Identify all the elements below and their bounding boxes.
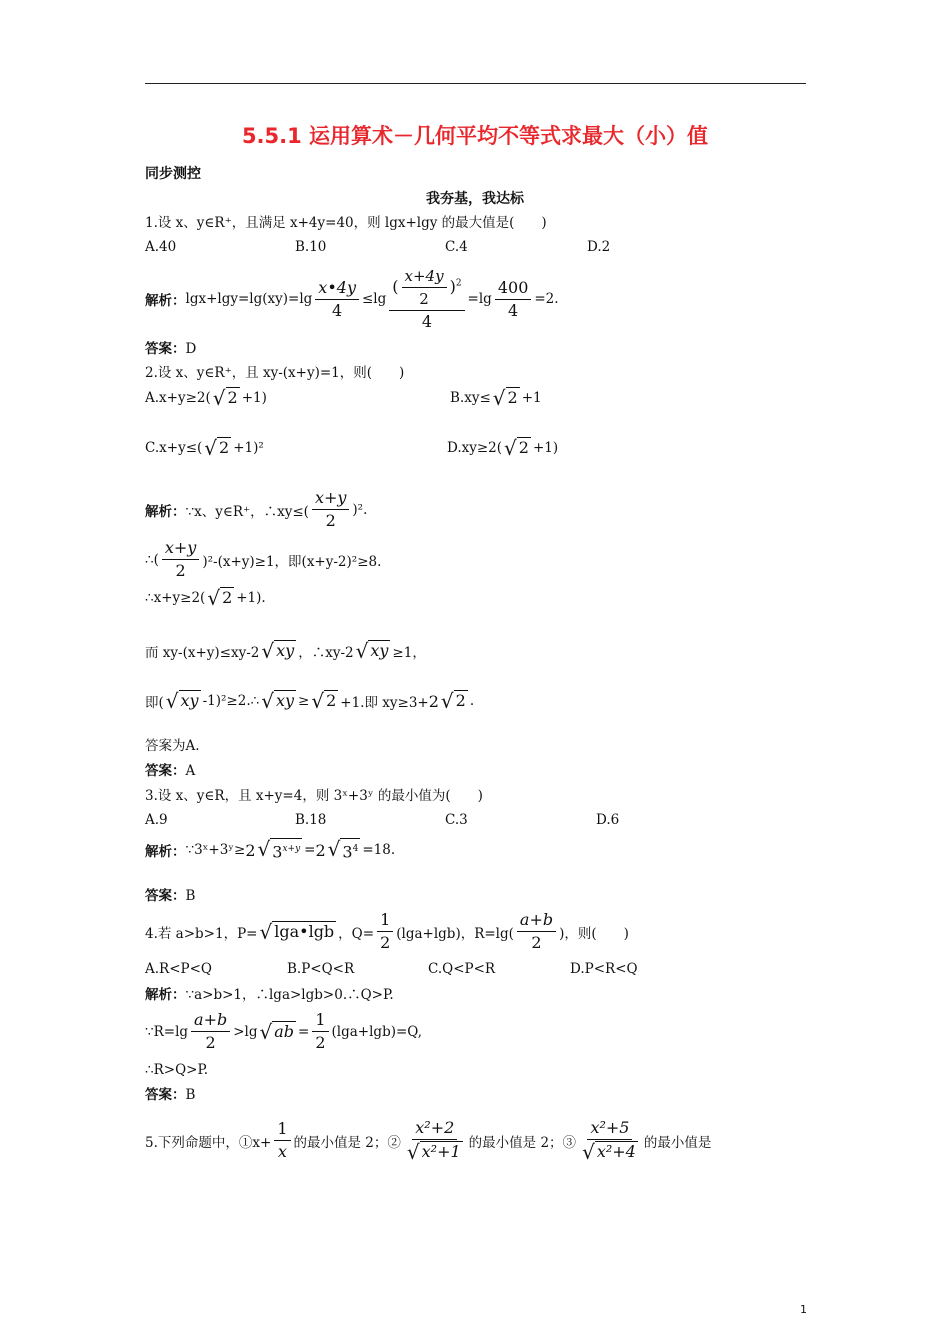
q4-solution-line-2: ∵R=lg $\frac{a+b}{2}$ >lg √ ab = $\frac{1}{2}$ (lga+lgb)=Q, — [145, 1010, 422, 1052]
q1-solution-label: 解析： — [145, 293, 186, 309]
q2-solution-line-3: ∴x+y≥2( √ 2 +1). — [145, 586, 266, 610]
q5-stem: 5.下列命题中，①x+ $\frac{1}{x}$ 的最小值是 2；② x²+2 √ x²+1 的最小值是 2；③ x²+5 √ x²+4 的最小值是 — [145, 1118, 712, 1164]
q2-solution-line-4: 而 xy-(x+y)≤xy-2 √ xy ，∴xy-2 √ xy ≥1， — [145, 639, 426, 663]
q3-stem: 3.设 x、y∈R，且 x+y=4，则 3ˣ+3ʸ 的最小值为( ) — [145, 788, 483, 804]
q1-solution — [145, 266, 559, 332]
q1-sol-le: ≤lg — [361, 291, 387, 307]
q4-solution-line-3: ∴R>Q>P. — [145, 1062, 209, 1078]
q1-fraction-3: $\frac{400}{4}$ — [495, 278, 532, 321]
q1-stem: 1.设 x、y∈R⁺，且满足 x+4y=40，则 lgx+lgy 的最大值是( ) — [145, 215, 547, 231]
q3-option-b: B.18 — [295, 812, 327, 828]
q3-answer: 答案：B — [145, 888, 196, 904]
q2-solution-line-2: ∴( $\frac{x+y}{2}$ )²-(x+y)≥1，即(x+y-2)²≥8. — [145, 538, 382, 580]
q4-option-a: A.R<P<Q — [145, 961, 212, 977]
q2-answer: 答案：A — [145, 763, 196, 779]
subsection-heading: 我夯基，我达标 — [426, 191, 524, 207]
q1-fraction-2: ( $\frac{x+4y}{2}$ )$^2$ 4 — [389, 266, 464, 332]
section-heading: 同步测控 — [145, 166, 201, 182]
q4-option-c: C.Q<P<R — [428, 961, 496, 977]
q4-stem: 4.若 a>b>1，P= √ lga•lgb ，Q= $\frac{1}{2}$ (lga+lgb)，R=lg( $\frac{a+b}{2}$ )，则( ) — [145, 910, 629, 952]
header-rule — [145, 83, 806, 84]
q4-option-d: D.P<R<Q — [570, 961, 638, 977]
q1-sol-end: =2. — [534, 291, 559, 307]
q1-option-c: C.4 — [445, 239, 468, 255]
q2-option-d: D.xy≥2( √ 2 +1) — [447, 436, 559, 460]
q3-option-a: A.9 — [145, 812, 168, 828]
q1-option-d: D.2 — [587, 239, 611, 255]
q3-solution: 解析： ∵3ˣ+3ʸ≥ 2 √ $3^{x+y}$ = 2 √ $3^4$ =18. — [145, 837, 396, 862]
q2-stem: 2.设 x、y∈R⁺，且 xy-(x+y)=1，则( ) — [145, 365, 405, 381]
page-number: 1 — [800, 1303, 807, 1316]
q3-option-c: C.3 — [445, 812, 468, 828]
q1-fraction-1: $\frac{x•4y}{4}$ — [315, 278, 359, 321]
q3-option-d: D.6 — [596, 812, 620, 828]
q2-option-b: B.xy≤ √ 2 +1 — [450, 386, 542, 410]
q1-sol-eq: =lg — [467, 291, 492, 307]
q4-solution-line-1: 解析：∵a>b>1，∴lga>lgb>0.∴Q>P. — [145, 987, 394, 1003]
q2-solution-line-1: 解析： ∵x、y∈R⁺，∴xy≤( $\frac{x+y}{2}$ )². — [145, 488, 368, 530]
q1-answer: 答案：D — [145, 341, 197, 357]
q1-sol-text: lgx+lgy=lg(xy)=lg — [185, 291, 313, 307]
q2-option-a: A.x+y≥2( √ 2 +1) — [145, 386, 267, 410]
q4-answer: 答案：B — [145, 1087, 196, 1103]
q2-option-c: C.x+y≤( √ 2 +1)² — [145, 436, 264, 460]
q4-option-b: B.P<Q<R — [287, 961, 355, 977]
q1-option-a: A.40 — [145, 239, 177, 255]
q2-conclusion: 答案为A. — [145, 738, 200, 754]
q1-option-b: B.10 — [295, 239, 327, 255]
q2-solution-line-5: 即( √ xy -1)²≥2.∴ √ xy ≥ √ 2 +1.即 xy≥3+ 2 √ 2 . — [145, 689, 475, 713]
page-title: 5.5.1 运用算术－几何平均不等式求最大（小）值 — [241, 124, 709, 148]
